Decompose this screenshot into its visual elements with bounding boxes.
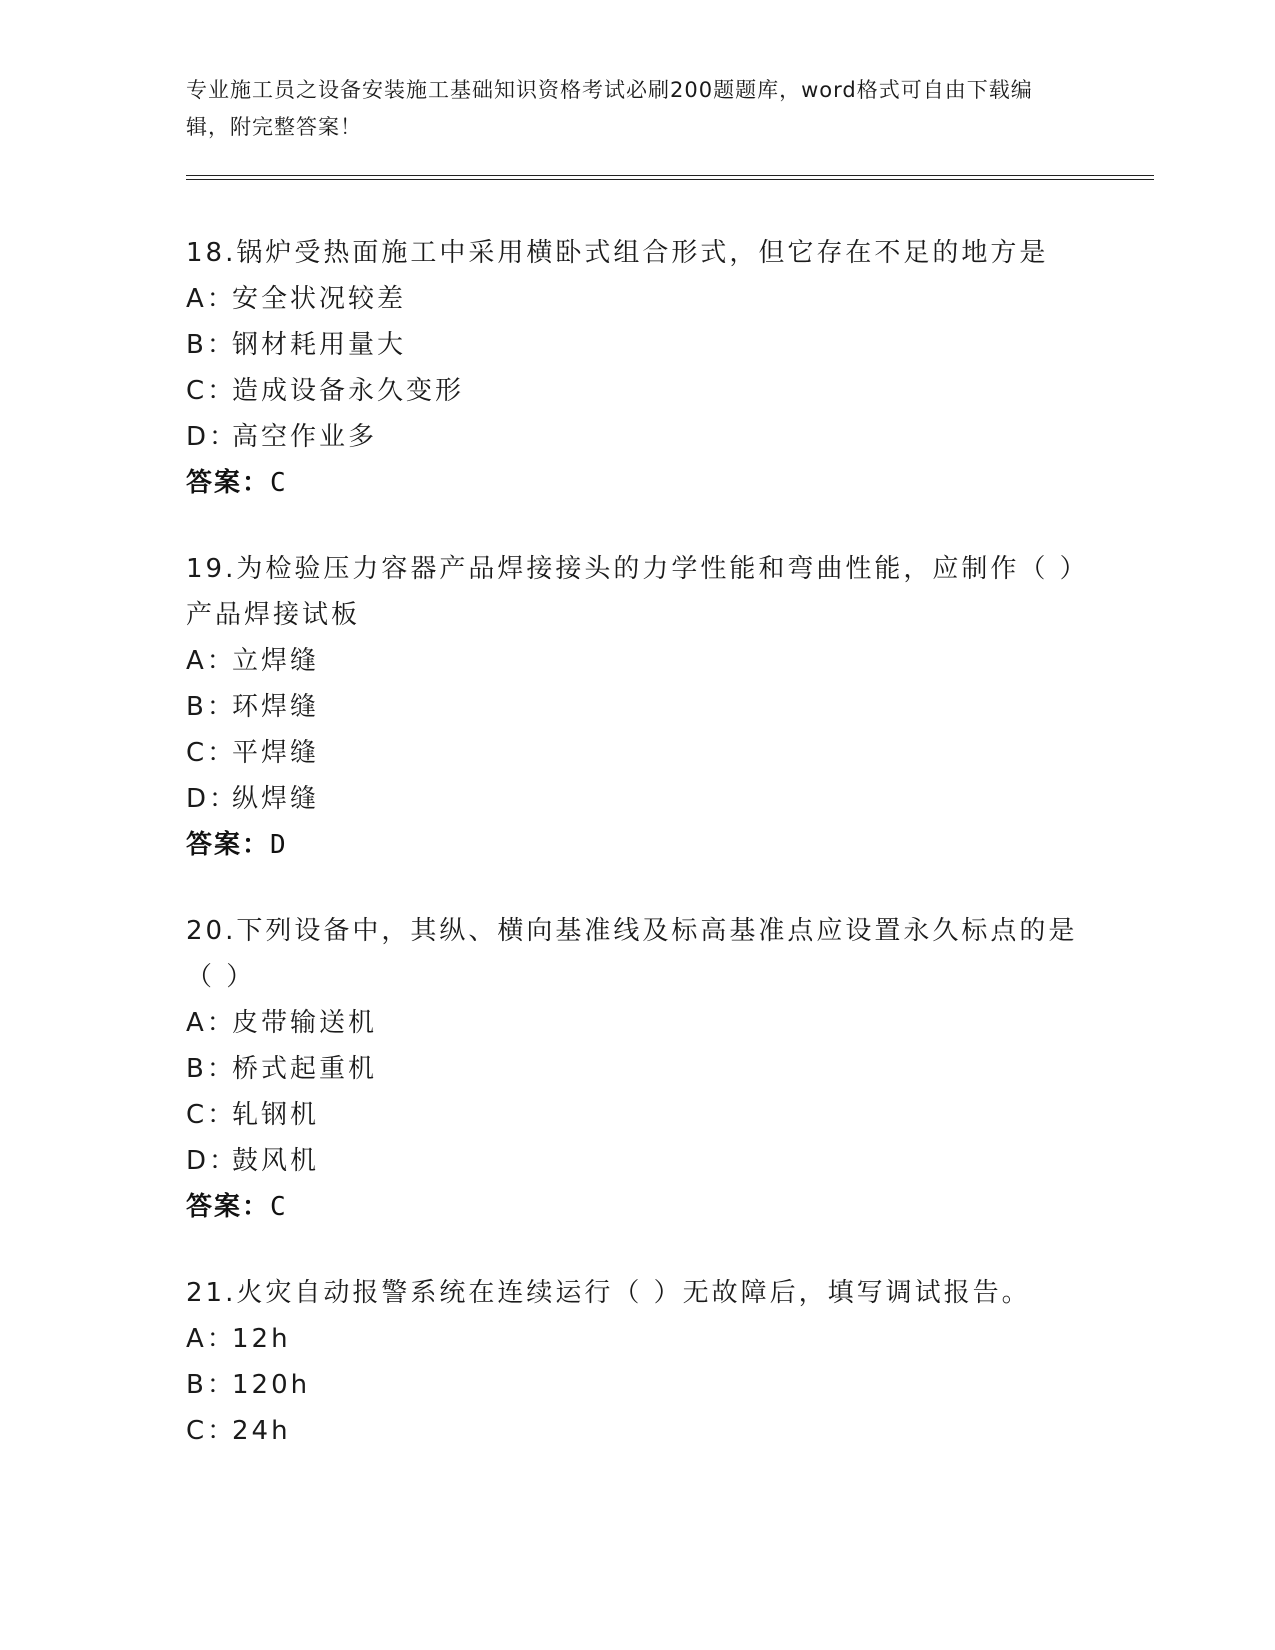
option-text: 安全状况较差: [232, 284, 407, 314]
option-b: [186, 684, 1086, 730]
question-19: [186, 546, 1086, 868]
question-18: [186, 230, 1086, 506]
option-d: [186, 776, 1086, 822]
question-stem: 20.下列设备中，其纵、横向基准线及标高基准点应设置永久标点的是（ ）: [186, 916, 1078, 992]
answer-line: [186, 1184, 1086, 1230]
option-text: 12h: [232, 1324, 291, 1354]
question-stem: 19.为检验压力容器产品焊接接头的力学性能和弯曲性能，应制作（ ）产品焊接试板: [186, 554, 1076, 630]
option-letter: A：: [186, 284, 236, 314]
question-list: [186, 230, 1086, 1494]
answer-value: C: [270, 1192, 288, 1222]
option-text: 立焊缝: [232, 646, 320, 676]
answer-value: C: [270, 468, 288, 498]
option-letter: B：: [186, 692, 236, 722]
question-20: [186, 908, 1086, 1230]
option-letter: D：: [186, 1146, 239, 1176]
answer-value: D: [270, 830, 288, 860]
option-c: [186, 1092, 1086, 1138]
option-a: [186, 276, 1086, 322]
option-b: [186, 1362, 1086, 1408]
option-a: [186, 638, 1086, 684]
option-text: 鼓风机: [232, 1146, 320, 1176]
option-c: [186, 368, 1086, 414]
option-letter: C：: [186, 1100, 237, 1130]
answer-label: 答案：: [186, 1192, 271, 1222]
option-text: 桥式起重机: [232, 1054, 378, 1084]
question-stem: 18.锅炉受热面施工中采用横卧式组合形式，但它存在不足的地方是: [186, 238, 1049, 268]
option-text: 纵焊缝: [232, 784, 320, 814]
option-text: 钢材耗用量大: [232, 330, 407, 360]
option-d: [186, 1138, 1086, 1184]
option-b: [186, 322, 1086, 368]
option-text: 高空作业多: [232, 422, 378, 452]
option-letter: C：: [186, 738, 237, 768]
option-letter: D：: [186, 784, 239, 814]
option-c: [186, 1408, 1086, 1454]
option-text: 24h: [232, 1416, 291, 1446]
answer-label: 答案：: [186, 468, 271, 498]
option-letter: B：: [186, 1370, 236, 1400]
option-b: [186, 1046, 1086, 1092]
option-text: 120h: [232, 1370, 311, 1400]
option-text: 环焊缝: [232, 692, 320, 722]
option-text: 平焊缝: [232, 738, 320, 768]
option-letter: B：: [186, 1054, 236, 1084]
option-text: 皮带输送机: [232, 1008, 378, 1038]
option-text: 造成设备永久变形: [232, 376, 465, 406]
option-letter: A：: [186, 646, 236, 676]
option-d: [186, 414, 1086, 460]
option-letter: A：: [186, 1324, 236, 1354]
option-letter: C：: [186, 1416, 237, 1446]
option-text: 轧钢机: [232, 1100, 320, 1130]
option-letter: D：: [186, 422, 239, 452]
option-letter: C：: [186, 376, 237, 406]
answer-label: 答案：: [186, 830, 271, 860]
option-a: [186, 1316, 1086, 1362]
option-letter: B：: [186, 330, 236, 360]
answer-line: [186, 822, 1086, 868]
document-header: 专业施工员之设备安装施工基础知识资格考试必刷200题题库，word格式可自由下载编辑，附完整答案！: [186, 78, 1033, 139]
option-a: [186, 1000, 1086, 1046]
question-stem: 21.火灾自动报警系统在连续运行（ ）无故障后，填写调试报告。: [186, 1278, 1031, 1308]
header-double-rule: [186, 175, 1154, 180]
answer-line: [186, 460, 1086, 506]
question-21: [186, 1270, 1086, 1454]
option-c: [186, 730, 1086, 776]
option-letter: A：: [186, 1008, 236, 1038]
